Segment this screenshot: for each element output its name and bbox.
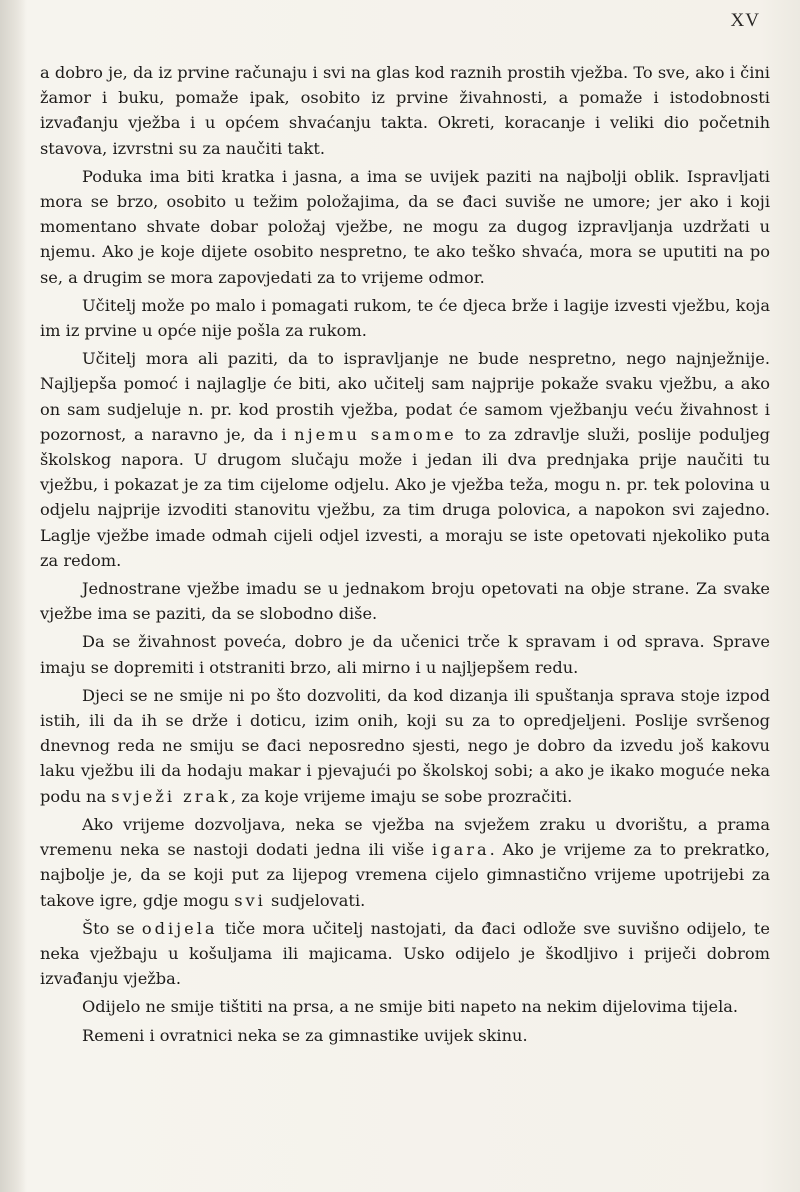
emphasized-text: svježi zrak [111, 786, 231, 806]
text-run: to za zdravlje služi, poslije poduljeg školskog napora. U drugom slučaju može i jedan ili dva prednjaka prije naučiti tu vježbu, i pokazat je za tim cijelome odjelu. Ako je vježba teža, mogu n. pr. tek polovina u odjelu najprije izvoditi stanovitu vježbu, za tim druga polovica, a napokon svi zajedno. Laglje vježbe imade odmah cijeli odjel izvesti, a moraju se iste opetovati njekoliko puta za redom. [40, 424, 770, 570]
text-run: Ako vrijeme dozvoljava, neka se vježba na svježem zraku u dvorištu, a prama vremenu neka se nastoji dodati jedna ili više [40, 814, 770, 860]
text-run: Učitelj može po malo i pomagati rukom, te će djeca brže i lagije izvesti vježbu, koja im iz prvine u opće nije pošla za rukom. [40, 295, 770, 341]
text-run: Da se živahnost poveća, dobro je da učenici trče k spravam i od sprava. Sprave imaju se dopremiti i otstraniti brzo, ali mirno i u najljepšem redu. [40, 632, 770, 677]
text-run: Učitelj mora ali paziti, da to ispravljanje ne bude nespretno, nego najnježnije. Najljepša pomoć i najlaglje će biti, ako učitelj sam najprije pokaže svaku vježbu, a ako on sam sudjeluje n. pr. kod prostih vježba, podat će samom vježbanju veću živahnost i pozornost, a naravno je, da i [40, 349, 770, 444]
paragraph [40, 1023, 770, 1048]
paragraph [40, 994, 770, 1019]
body-text [40, 60, 770, 1051]
paragraph [40, 576, 770, 626]
text-run: Odijelo ne smije tištiti na prsa, a ne smije biti napeto na nekim dijelovima tijela. [82, 997, 739, 1017]
paragraph [40, 164, 770, 290]
text-run: tiče mora učitelj nastojati, da đaci odlože sve suvišno odijelo, te neka vježbaju u košuljama ili majicama. Usko odijelo je škodljivo i priječi dobrom izvađanju vježba. [40, 918, 770, 989]
paragraph [40, 916, 770, 992]
text-run: Što se [82, 918, 142, 938]
text-run: a dobro je, da iz prvine računaju i svi na glas kod raznih prostih vježba. To sve, ako i čini žamor i buku, pomaže ipak, osobito iz prvine živahnosti, a pomaže i istodobnosti izvađanju vježba i u općem shvaćanju takta. Okreti, koracanje i veliki dio početnih stavova, izvrstni su za naučiti takt. [40, 63, 770, 158]
emphasized-text: odijela [141, 918, 218, 938]
emphasized-text: njemu samome [294, 424, 457, 444]
text-run: Remeni i ovratnici neka se za gimnastike uvijek skinu. [82, 1025, 528, 1045]
text-run: . Ako je vrijeme za to prekratko, najbolje je, da se koji put za lijepog vremena cijelo gimnastično vrijeme upotrijebi za takove igre, gdje mogu [40, 840, 771, 910]
paragraph [40, 60, 770, 161]
text-run: Poduka ima biti kratka i jasna, a ima se uvijek paziti na najbolji oblik. Ispravljati mora se brzo, osobito u težim položajima, da se đaci suviše ne umore; jer ako i koji momentano shvate dobar položaj vježbe, ne mogu za dugog izpravljanja uzdržati u njemu. Ako je koje dijete osobito nespretno, te ako teško shvaća, mora se uputiti na po se, a drugim se mora zapovjedati za to vrijeme odmor. [40, 166, 770, 287]
paragraph [40, 812, 770, 913]
paragraph [40, 629, 770, 679]
emphasized-text: svi [234, 890, 266, 910]
paragraph [40, 346, 770, 573]
text-run: , za koje vrijeme imaju se sobe prozračiti. [230, 786, 573, 806]
emphasized-text: igara [432, 840, 490, 860]
text-run: Jednostrane vježbe imadu se u jednakom broju opetovati na obje strane. Za svake vježbe ima se paziti, da se slobodno diše. [40, 579, 770, 624]
paragraph [40, 683, 770, 809]
paragraph [40, 293, 770, 343]
page-binding-shadow [0, 0, 26, 1192]
text-run: Djeci se ne smije ni po što dozvoliti, da kod dizanja ili spuštanja sprava stoje izpod istih, ili da ih se drže i doticu, izim onih, koji su za to opredjeljeni. Poslije svršenog dnevnog reda ne smiju se đaci neposredno sjesti, nego je dobro da izvedu još kakovu laku vježbu ili da hodaju makar i pjevajući po školskoj sobi; a ako je ikako moguće neka podu na [40, 685, 770, 806]
page-number: XV [730, 10, 760, 31]
text-run: sudjelovati. [265, 890, 366, 910]
